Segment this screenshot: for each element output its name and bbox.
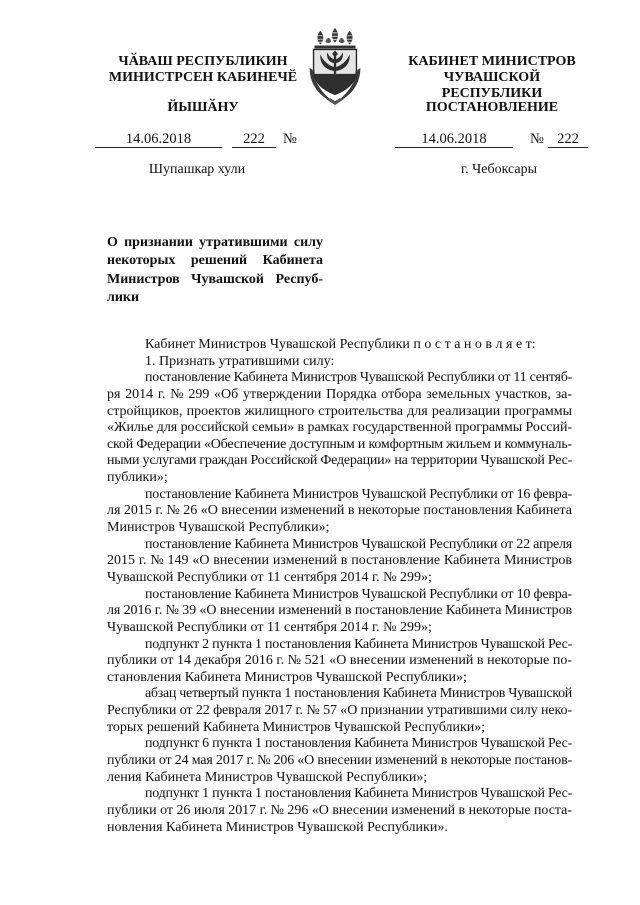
paragraph-line <box>107 370 572 387</box>
paragraph-line <box>107 720 572 737</box>
body-paragraph <box>107 537 572 587</box>
text-line: стройщиков, проектов жилищного строительства для реализации программы <box>107 403 572 419</box>
paragraph-line <box>107 520 572 537</box>
text-line: ления Кабинета Министров Чувашской Республики»; <box>107 769 428 785</box>
header-right-org <box>392 54 592 102</box>
coat-of-arms-icon <box>299 27 371 107</box>
header-left-org-line2: МИНИСТРСЕН КАБИНЕЧӖ <box>108 70 298 85</box>
text-line: ля 2015 г. № 26 «О внесении изменений в некоторые постановления Кабинета <box>107 503 572 519</box>
body-paragraph <box>107 736 572 786</box>
header-right-place: г. Чебоксары <box>460 162 538 177</box>
text-line: ными услугами граждан Российской Федерации» на территории Чувашской Рес- <box>107 453 572 469</box>
text-line: новления Кабинета Министров Чувашской Республики». <box>107 819 448 835</box>
paragraph-line <box>107 453 572 470</box>
header-left-doc-type: ЙЫШӐНУ <box>167 100 239 115</box>
paragraph-line <box>107 503 572 520</box>
text-line: Кабинет Министров Чувашской Республики п о с т а н о в л я е т: <box>145 337 536 352</box>
header-right-doc-type: ПОСТАНОВЛЕНИЕ <box>425 100 559 115</box>
body-paragraph <box>107 337 572 354</box>
header-left-org-line1: ЧӐВАШ РЕСПУБЛИКИН <box>118 54 288 69</box>
text-line: О признании утратившими силу <box>107 235 323 250</box>
header-right-org-line2: ЧУВАШСКОЙ РЕСПУБЛИКИ <box>441 70 543 101</box>
text-line: постановление Кабинета Министров Чувашской Республики от 22 апреля <box>145 536 572 552</box>
text-line: публики»; <box>107 470 168 486</box>
paragraph-line <box>107 537 572 554</box>
text-line: Чувашской Республики от 11 сентября 2014 г. № 299»; <box>107 619 432 635</box>
text-line: торых решений Кабинета Министров Чувашской Республики»; <box>107 719 486 735</box>
text-line: становления Кабинета Министров Чувашской Республики»; <box>107 669 467 685</box>
paragraph-line <box>107 686 572 703</box>
text-line: публики от 26 июля 2017 г. № 296 «О внесении изменений в некоторые поста- <box>107 802 572 818</box>
paragraph-line <box>107 670 572 687</box>
text-line: публики от 24 мая 2017 г. № 206 «О внесении изменений в некоторые постанов- <box>107 753 572 769</box>
paragraph-line <box>107 620 572 637</box>
text-line: постановление Кабинета Министров Чувашской Республики от 11 сентяб- <box>145 370 572 386</box>
text-line: 2015 г. № 149 «О внесении изменений в постановление Кабинета Министров <box>107 553 572 569</box>
paragraph-line <box>107 420 572 437</box>
body-paragraph <box>107 686 572 736</box>
text-line: постановление Кабинета Министров Чувашской Республики от 16 февра- <box>145 486 572 502</box>
text-line: подпункт 2 пункта 1 постановления Кабинета Министров Чувашской Рес- <box>145 636 572 652</box>
text-line: ской Федерации «Обеспечение доступным и комфортным жильем и коммуналь- <box>107 436 572 452</box>
document-title <box>107 234 323 307</box>
header-right-number-sign: № <box>530 131 544 147</box>
paragraph-line <box>107 637 572 654</box>
paragraph-line <box>107 587 572 604</box>
body-paragraph <box>107 587 572 637</box>
text-line: Республики от 22 февраля 2017 г. № 57 «О признании утратившими силу неко- <box>107 703 572 719</box>
text-line: абзац четвертый пункта 1 постановления Кабинета Министров Чувашской <box>145 686 572 702</box>
text-line: некоторых решений Кабинета <box>107 253 323 269</box>
paragraph-line <box>107 653 572 670</box>
title-line <box>107 234 323 252</box>
title-line <box>107 271 323 289</box>
paragraph-line <box>107 803 572 820</box>
text-line: лики <box>107 289 140 305</box>
text-line: ля 2016 г. № 39 «О внесении изменений в постановление Кабинета Министров <box>107 603 572 619</box>
text-line: Министров Чувашской Республики»; <box>107 520 330 536</box>
paragraph-line <box>107 820 572 837</box>
title-line <box>107 289 323 307</box>
paragraph-line <box>107 387 572 404</box>
text-line: «Жилье для российской семьи» в рамках государственной программы Россий- <box>107 420 572 436</box>
paragraph-line <box>107 470 572 487</box>
paragraph-line <box>107 354 572 371</box>
header-right-date: 14.06.2018 <box>395 131 513 148</box>
title-line <box>107 252 323 270</box>
header-left-place: Шупашкар хули <box>148 162 246 177</box>
paragraph-line <box>107 404 572 421</box>
body-paragraph <box>107 637 572 687</box>
body-paragraph <box>107 370 572 486</box>
body-paragraph <box>107 786 572 836</box>
text-line: Чувашской Республики от 11 сентября 2014 г. № 299»; <box>107 569 432 585</box>
paragraph-line <box>107 703 572 720</box>
header-right-number: 222 <box>548 131 588 148</box>
text-line: подпункт 6 пункта 1 постановления Кабинета Министров Чувашской Рес- <box>145 736 572 752</box>
text-line: подпункт 1 пункта 1 постановления Кабинета Министров Чувашской Рес- <box>145 786 572 802</box>
paragraph-line <box>107 337 572 354</box>
body-paragraph <box>107 487 572 537</box>
text-line: публики от 14 декабря 2016 г. № 521 «О внесении изменений в некоторые по- <box>107 653 572 669</box>
header-right-org-line1: КАБИНЕТ МИНИСТРОВ <box>408 54 576 69</box>
text-line: 1. Признать утратившими силу: <box>145 353 335 369</box>
paragraph-line <box>107 736 572 753</box>
paragraph-line <box>107 770 572 787</box>
paragraph-line <box>107 786 572 803</box>
paragraph-line <box>107 437 572 454</box>
document-body <box>107 337 572 836</box>
paragraph-line <box>107 487 572 504</box>
text-line: Министров Чувашской Респуб- <box>107 271 323 287</box>
paragraph-line <box>107 753 572 770</box>
paragraph-line <box>107 603 572 620</box>
text-line: постановление Кабинета Министров Чувашской Республики от 10 февра- <box>145 586 572 602</box>
paragraph-line <box>107 570 572 587</box>
header-left-number-sign: № <box>283 131 297 147</box>
header-left-org <box>103 54 303 86</box>
header-left-number: 222 <box>232 131 276 148</box>
body-paragraph <box>107 354 572 371</box>
paragraph-line <box>107 553 572 570</box>
text-line: ря 2014 г. № 299 «Об утверждении Порядка отбора земельных участков, за- <box>107 386 572 402</box>
header-left-date: 14.06.2018 <box>95 131 222 148</box>
